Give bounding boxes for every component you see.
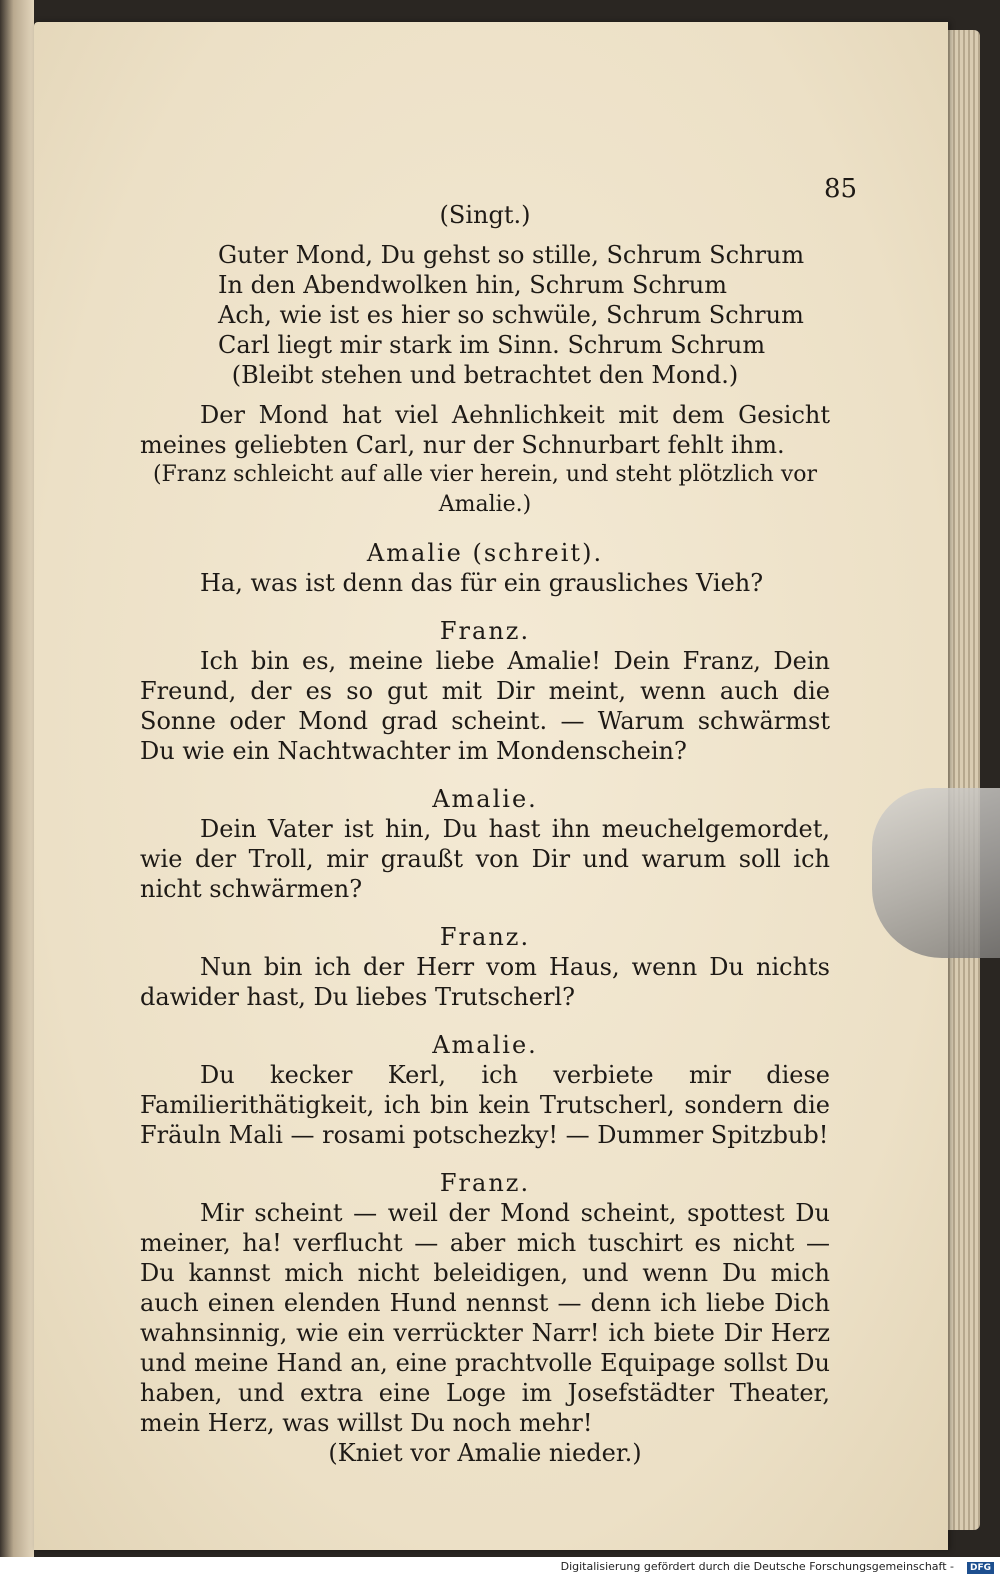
stage-direction-moon: (Bleibt stehen und betrachtet den Mond.) bbox=[231, 361, 739, 389]
paragraph: Nun bin ich der Herr vom Haus, wenn Du nichts dawider hast, Du liebes Trutscherl? bbox=[140, 953, 830, 1011]
song-verse bbox=[218, 240, 830, 360]
paragraph: Du kecker Kerl, ich verbiete mir diese Familierithätigkeit, ich bin kein Trutscherl, sondern die Fräuln Mali — rosami potschezky! — Dummer Spitzbub! bbox=[140, 1061, 830, 1149]
page-text bbox=[140, 130, 830, 1468]
footer-credit-text: Digitalisierung gefördert durch die Deutsche Forschungsgemeinschaft - bbox=[560, 1560, 954, 1573]
page-number: 85 bbox=[824, 174, 858, 204]
song-line: Ach, wie ist es hier so schwüle, Schrum Schrum bbox=[218, 301, 804, 329]
speaker-label: Franz. bbox=[439, 617, 531, 645]
speaker-label: Amalie. bbox=[432, 785, 538, 813]
paragraph: Ha, was ist denn das für ein grauslich​es Vieh? bbox=[200, 569, 764, 597]
page-clip-thumb bbox=[872, 788, 1000, 958]
stage-direction-franz: (Franz schleicht auf alle vier herein, und steht plötzlich vor Amalie.) bbox=[152, 462, 818, 517]
footer-credit bbox=[0, 1557, 1000, 1577]
stage-direction-kneel: (Kniet vor Amalie nieder.) bbox=[328, 1439, 642, 1467]
book-binding-edge bbox=[0, 0, 34, 1560]
paragraph: Dein Vater ist hin, Du hast ihn meuchelgemordet, wie der Troll, mir graußt von Dir und warum soll ich nicht schwärmen? bbox=[140, 815, 830, 903]
song-line: Guter Mond, Du gehst so stille, Schrum Schrum bbox=[218, 241, 805, 269]
speaker-label: Amalie (schreit). bbox=[366, 539, 604, 567]
stage-direction-sing: (Singt.) bbox=[439, 201, 531, 229]
song-line: In den Abendwolken hin, Schrum Schrum bbox=[218, 271, 727, 299]
song-line: Carl liegt mir stark im Sinn. Schrum Schrum bbox=[218, 331, 766, 359]
speaker-label: Amalie. bbox=[432, 1031, 538, 1059]
paragraph: Mir scheint — weil der Mond scheint, spottest Du meiner, ha! verflucht — aber mich tuschirt es nicht — Du kannst mich nicht beleidigen, und wenn Du mich auch einen elenden Hund nennst — denn ich liebe Dich wahnsinnig, wie ein verrückter Narr! ich biete Dir Herz und meine Hand an, eine prachtvolle Equipage sollst Du haben, und extra eine Loge im Josefstädter Theater, mein Herz, was willst Du noch mehr! bbox=[140, 1199, 830, 1437]
paragraph: Der Mond hat viel Aehnlichkeit mit dem Gesicht meines geliebten Carl, nur der Schnurbart fehlt ihm. bbox=[140, 401, 830, 459]
speaker-label: Franz. bbox=[439, 1169, 531, 1197]
dfg-logo-badge: DFG bbox=[967, 1562, 994, 1574]
paragraph: Ich bin es, meine liebe Amalie! Dein Franz, Dein Freund, der es so gut mit Dir meint, wenn auch die Sonne oder Mond grad scheint. — Warum schwärmst Du wie ein Nachtwachter im Mondenschein? bbox=[140, 647, 830, 765]
speaker-label: Franz. bbox=[439, 923, 531, 951]
